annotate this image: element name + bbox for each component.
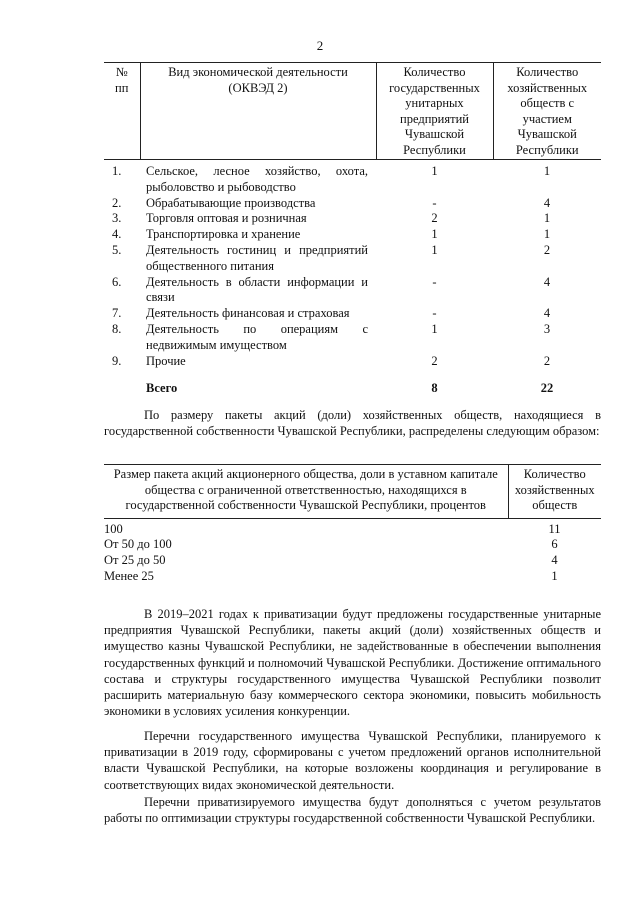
row-activity: Деятельность финансовая и страховая [146,306,350,321]
total-row [104,369,601,397]
row-stake-size: 100 [104,521,123,536]
table-row [104,196,601,212]
table-row [104,227,601,243]
row-num: 3. [112,211,122,226]
row-activity: Деятельность по операциям с недвижимым имуществом [146,321,368,352]
row-num: 5. [112,242,122,257]
row-company-count: 6 [551,537,558,552]
row-company-count: 11 [548,521,561,536]
table-row [104,306,601,322]
stake-table-header [104,465,601,519]
row-activity: Торговля оптовая и розничная [146,211,307,226]
row-companies: 2 [543,242,551,257]
row-unitary: 1 [431,227,438,242]
row-num: 8. [112,321,122,336]
paragraph-supplements: Перечни приватизируемого имущества будут дополняться с учетом результатов работы по оптимизации структуры государственной собственности Чувашской Республики. [104,795,601,826]
row-activity: Обрабатывающие производства [146,195,316,210]
table-row [104,211,601,227]
page-number: 2 [316,38,324,53]
row-companies: 2 [543,353,551,368]
table-row [104,518,601,537]
table-row [104,553,601,569]
row-unitary: - [432,306,437,321]
paragraph-lists: Перечни государственного имущества Чувашской Республики, планируемого к приватизации в 2019 году, сформированы с учетом предложений органов исполнительной власти Чувашской Республики, на которые возложены координация и регулирование в соответствующих видах экономической деятельности. [104,729,601,792]
header-activity: Вид экономической деятельности (ОКВЭД 2) [140,63,376,160]
table-row [104,569,601,585]
row-companies: 1 [543,211,551,226]
row-unitary: - [432,195,437,210]
table-row [104,243,601,275]
row-companies: 1 [543,164,551,178]
header-companies: Количество хозяйственных обществ с участием Чувашской Республики [493,63,601,160]
row-activity: Деятельность гостиниц и предприятий общественного питания [146,242,368,273]
row-num: 1. [112,164,122,178]
row-company-count: 4 [551,553,558,568]
row-unitary: 1 [431,321,438,336]
table-row [104,354,601,370]
row-unitary: 2 [431,353,438,368]
row-companies: 1 [543,227,551,242]
stake-size-table [104,464,601,585]
row-activity: Сельское, лесное хозяйство, охота, рыболовство и рыбоводство [146,164,368,194]
table-row [104,537,601,553]
row-stake-size: От 25 до 50 [104,553,166,568]
row-companies: 4 [543,306,551,321]
row-companies: 4 [543,274,551,289]
paragraph-distribution: По размеру пакеты акций (доли) хозяйственных обществ, находящиеся в государственной собственности Чувашской Республики, распределены следующим образом: [104,408,601,439]
row-num: 4. [112,227,122,242]
table-row [104,275,601,307]
row-num: 6. [112,274,122,289]
header-company-count: Количество хозяйственных обществ [508,465,601,519]
row-unitary: 1 [431,242,438,257]
row-activity: Деятельность в области информации и связи [146,274,368,305]
total-label: Всего [146,381,178,396]
total-companies: 22 [540,381,554,396]
activity-table-header [104,63,601,160]
row-num: 9. [112,353,122,368]
row-company-count: 1 [551,568,558,583]
row-stake-size: От 50 до 100 [104,537,172,552]
row-unitary: 2 [431,211,438,226]
row-num: 2. [112,195,122,210]
row-num: 7. [112,306,122,321]
table-row [104,160,601,196]
row-unitary: 1 [431,164,438,178]
header-unitary: Количество государственных унитарных предприятий Чувашской Республики [376,63,493,160]
row-activity: Прочие [146,353,186,368]
total-unitary: 8 [431,381,438,396]
activity-table [104,62,601,397]
row-stake-size: Менее 25 [104,568,154,583]
row-companies: 4 [543,195,551,210]
header-num: № пп [104,63,140,160]
table-row [104,322,601,354]
row-activity: Транспортировка и хранение [146,227,301,242]
header-stake-size: Размер пакета акций акционерного общества, доли в уставном капитале общества с ограниченной ответственностью, находящихся в государственной собственности Чувашской Республики, процентов [104,465,508,519]
row-unitary: - [432,274,437,289]
paragraph-privatization: В 2019–2021 годах к приватизации будут предложены государственные унитарные предприятия Чувашской Республики, пакеты акций (доли) хозяйственных обществ и имущество казны Чувашской Республики, не задействованные в обеспечении выполнения государственных функций и полномочий Чувашской Республики. Достижение оптимального состава и структуры государственного имущества Чувашской Республики позволит расширить материальную базу коммерческого сектора экономики, повысить мобильность экономики в условиях усиления конкуренции. [104,607,601,719]
row-companies: 3 [543,321,551,336]
